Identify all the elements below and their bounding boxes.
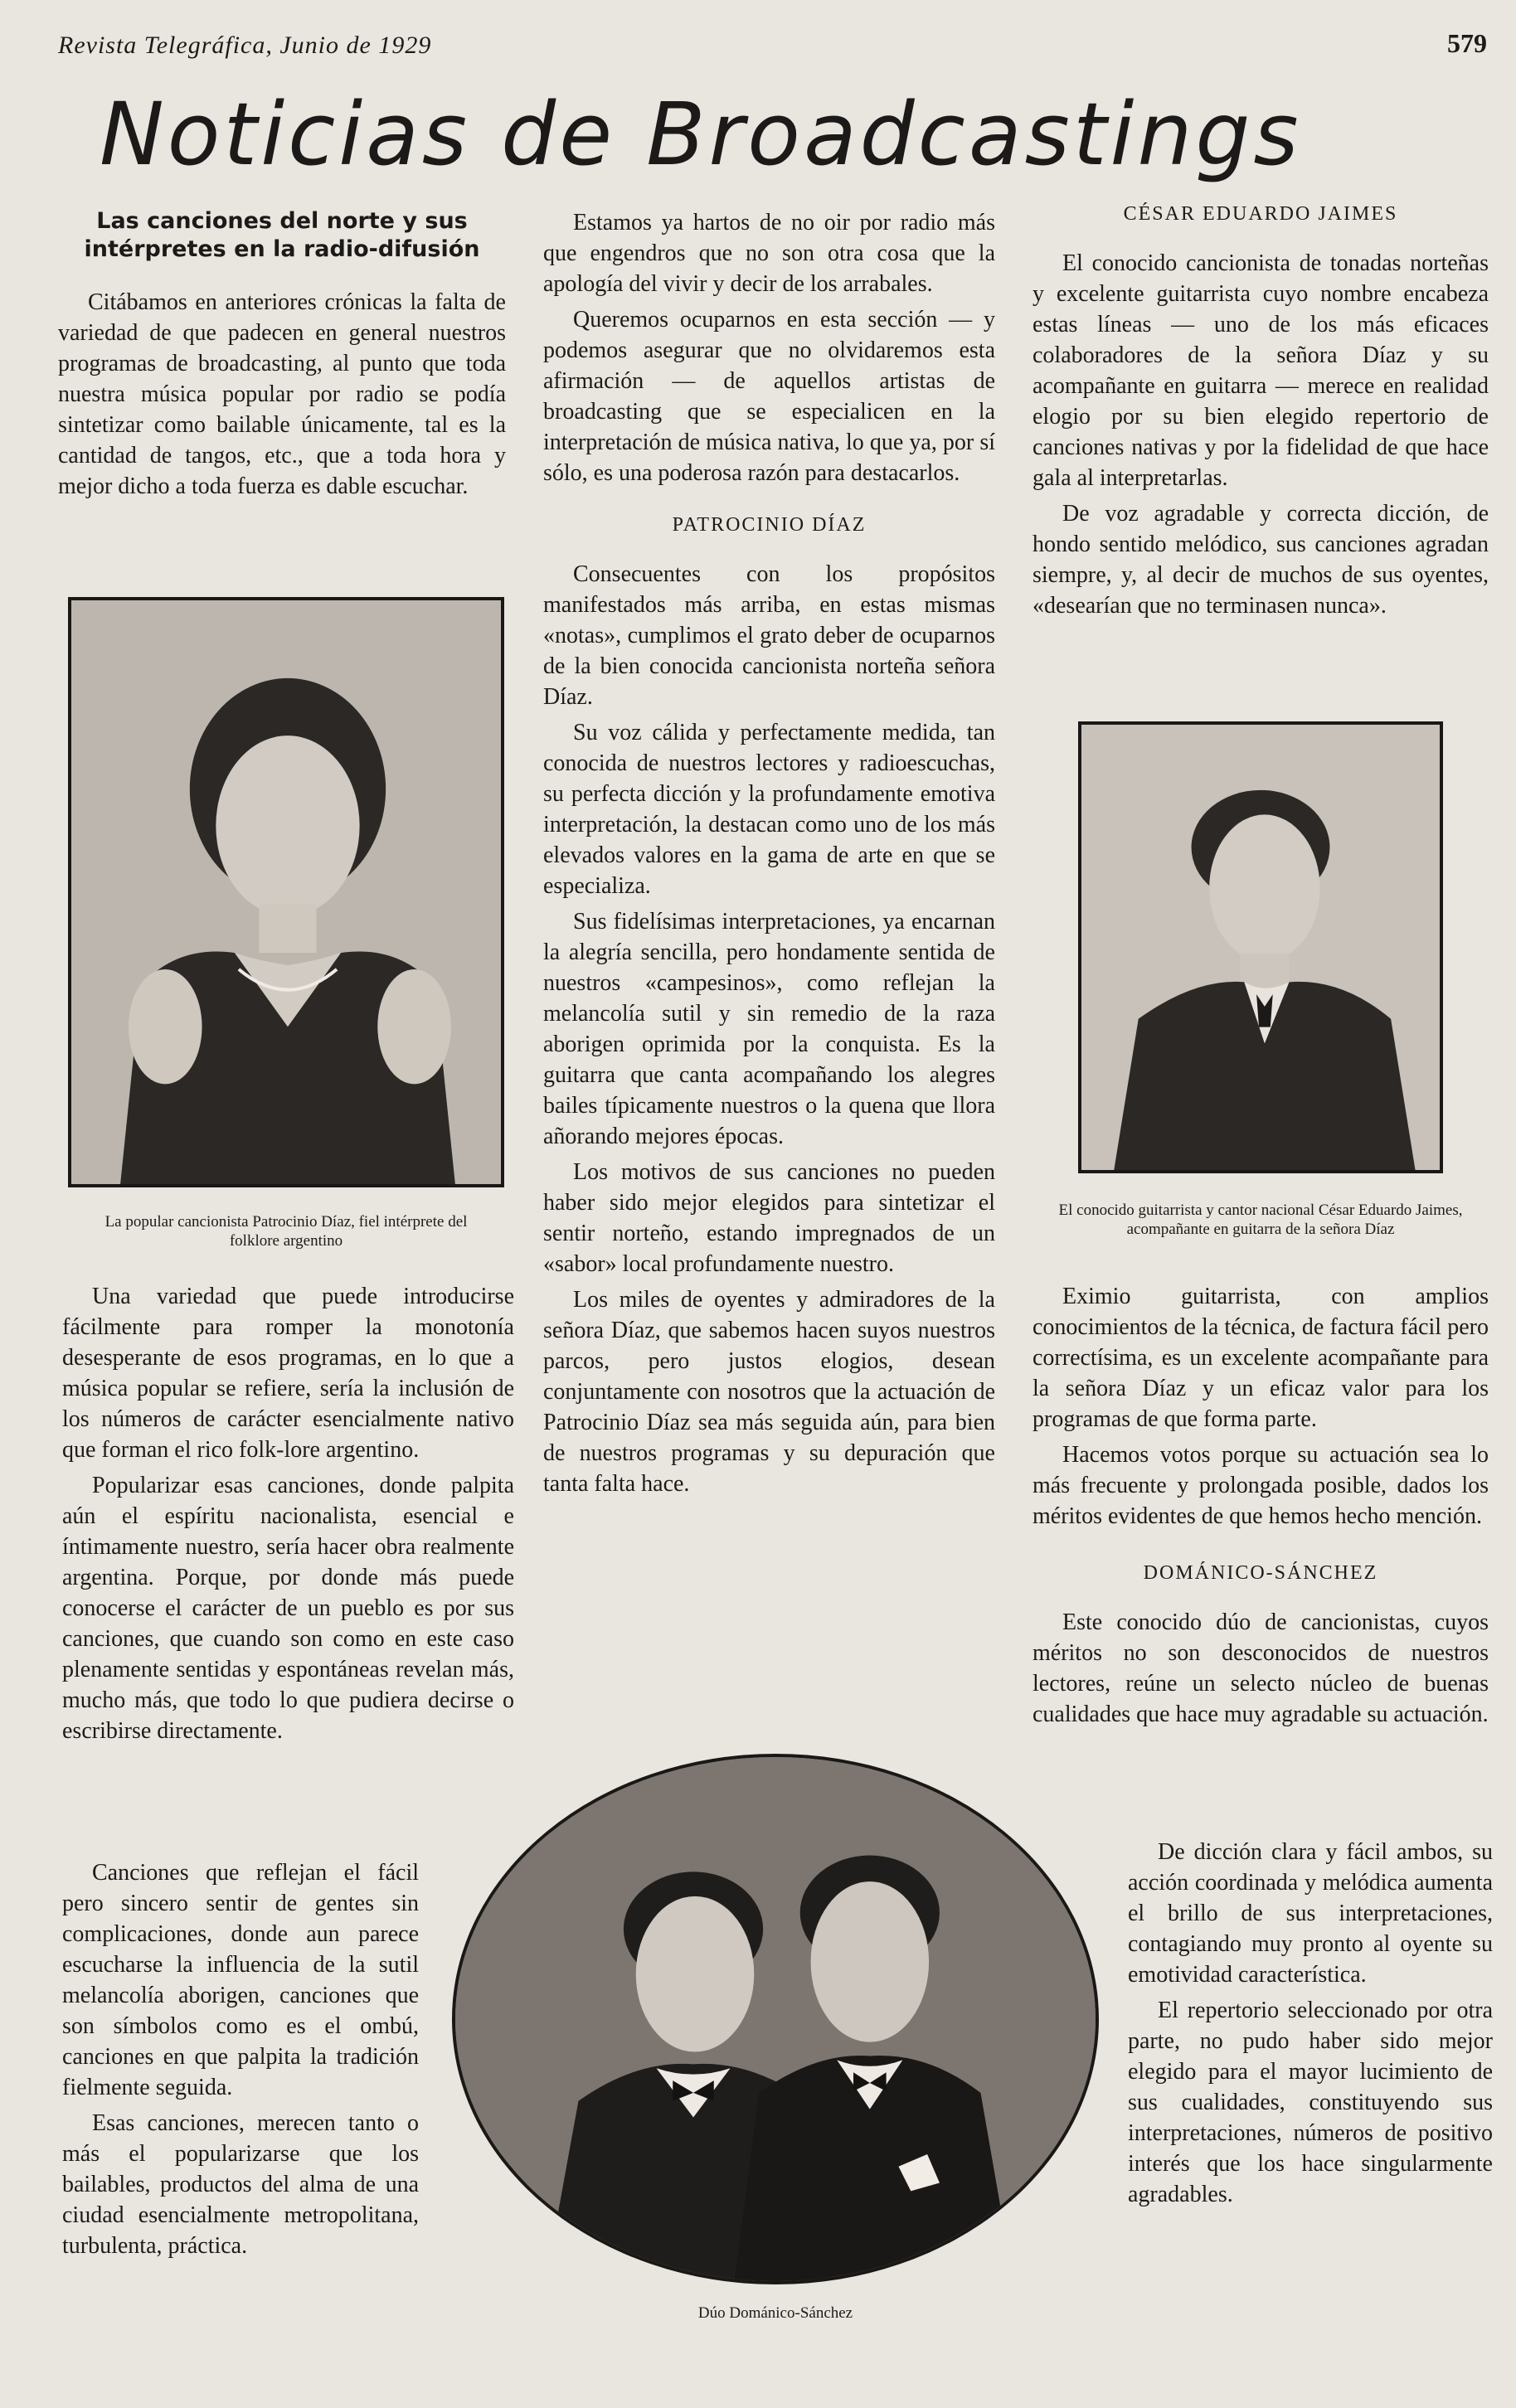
section-heading-cesar: CÉSAR EDUARDO JAIMES [1123,203,1398,225]
paragraph: Los miles de oyentes y admiradores de la señora Díaz, que sabemos hacen suyos nuestros parcos, pero justos elogios, desean conjuntamente con nosotros que la actuación de Patrocinio Díaz sea más seguida aún, para bien de nuestros programas y su depuración que tanta falta hace. [543,1287,995,1497]
column-1-top [58,207,506,507]
paragraph: De dicción clara y fácil ambos, su acción coordinada y melódica aumenta el brillo de sus interpretaciones, contagiando muy pronto al oyente su emotividad característica. [1128,1839,1493,1988]
paragraph: El conocido cancionista de tonadas norteñas y excelente guitarrista cuyo nombre encabeza estas líneas — uno de los más eficaces colaboradores de la señora Díaz y su acompañante en guitarra — merece en realidad elogio por su bien elegido repertorio de canciones nativas y por la fidelidad de que hace gala al interpretarlas. [1033,250,1489,491]
section-heading-domanico: DOMÁNICO-SÁNCHEZ [1143,1562,1378,1584]
paragraph: De voz agradable y correcta dicción, de hondo sentido melódico, sus canciones agradan siempre, y, al decir de muchos de sus oyentes, «desearían que no terminasen nunca». [1033,501,1489,619]
paragraph: Consecuentes con los propósitos manifestados más arriba, en estas mismas «notas», cumplimos el grato deber de ocuparnos de la bien conocida cancionista norteña señora Díaz. [543,561,995,710]
paragraph: Citábamos en anteriores crónicas la falta de variedad de que padecen en general nuestros programas de broadcasting, al punto que toda nuestra música popular por radio se podía sintetizar como bailable únicamente, tal es la cantidad de tangos, etc., que a toda hora y mejor dicho a toda fuerza es dable escuchar. [58,289,506,499]
article-headline: Las canciones del norte y sus intérpretes en la radio-difusión [84,208,480,262]
duo-portrait-image [455,1757,1096,2281]
paragraph: Eximio guitarrista, con amplios conocimientos de la técnica, de factura fácil pero correctísima, es un excelente acompañante para la señora Díaz y un eficaz valor para los programas de que forma parte. [1033,1284,1489,1432]
paragraph: Queremos ocuparnos en esta sección — y podemos asegurar que no olvidaremos esta afirmación — de aquellos artistas de broadcasting que se especialicen en la interpretación de música nativa, lo que ya, por sí sólo, es una poderosa razón para destacarlos. [543,307,995,486]
paragraph: Esas canciones, merecen tanto o más el popularizarse que los bailables, productos del alma de una ciudad esencialmente metropolitana, turbulenta, práctica. [62,2110,419,2259]
paragraph: Popularizar esas canciones, donde palpita aún el espíritu nacionalista, esencial e íntimamente nuestro, sería hacer obra realmente argentina. Porque, por donde más puede conocerse el carácter de un pueblo es por sus canciones, que cuando son como en este caso plenamente sentidas y espontáneas revelan más, mucho más, que todo lo que pudiera decirse o escribirse directamente. [62,1473,514,1744]
paragraph: Su voz cálida y perfectamente medida, tan conocida de nuestros lectores y radioescuchas, su perfecta dicción y la profundamente emotiva interpretación, la destacan como uno de los más elevados valores en la gama de arte en que se especializa. [543,720,995,899]
paragraph: Estamos ya hartos de no oir por radio más que engendros que no son otra cosa que la apología del vivir y decir de los arrabales. [543,210,995,297]
paragraph: El repertorio seleccionado por otra parte, no pudo haber sido mejor elegido para el mayor lucimiento de sus cualidades, constituyendo sus interpretaciones, números de positivo interés que los hace singularmente agradables. [1128,1998,1493,2207]
paragraph: Los motivos de sus canciones no pueden haber sido mejor elegidos para sintetizar el sentir norteño, estando impregnados de un «sabor» local profundamente nuestro. [543,1159,995,1277]
paragraph: Una variedad que puede introducirse fácilmente para romper la monotonía desesperante de esos programas, en lo que a música popular se refiere, sería la inclusión de los números de carácter esencialmente nativo que forman el rico folk-lore argentino. [62,1284,514,1463]
section-heading-patrocinio: PATROCINIO DÍAZ [672,514,867,536]
page-number: 579 [1447,28,1487,58]
photo-duo-domanico-sanchez [452,1754,1099,2284]
column-3-bottom [1128,1837,1493,2215]
paragraph: Sus fidelísimas interpretaciones, ya encarnan la alegría sencilla, pero hondamente sentida de nuestros «campesinos», como reflejan la melancolía sutil y sin remedio de la raza aborigen oprimida por la conquista. Es la guitarra que canta acompañando los alegres bailes típicamente nuestros o la quena que llora añorando mejores épocas. [543,909,995,1149]
col1-paragraphs [58,287,506,502]
photo-caption-patrocinio: La popular cancionista Patrocinio Díaz, fiel intérprete del folklore argentino [104,1213,468,1250]
paragraph: Canciones que reflejan el fácil pero sincero sentir de gentes sin complicaciones, donde aun parece escucharse la influencia de la sutil melancolía aborigen, canciones que son símbolos como es el ombú, canciones en que palpita la tradición fielmente seguida. [62,1860,419,2100]
page-title: Noticias de Broadcastings [100,84,1302,185]
photo-cesar-jaimes [1078,721,1443,1173]
photo-patrocinio-diaz [68,597,504,1187]
photo-caption-duo: Dúo Dománico-Sánchez [697,2304,853,2322]
photo-caption-cesar: El conocido guitarrista y cantor nacional César Eduardo Jaimes, acompañante en guitarra de la señora Díaz [1058,1202,1463,1238]
column-2 [543,207,995,1504]
portrait-man-image [1081,725,1440,1170]
column-3-top [1033,199,1489,626]
paragraph: Este conocido dúo de cancionistas, cuyos méritos no son desconocidos de nuestros lectores, reúne un selecto núcleo de buenas cualidades que hace muy agradable su actuación. [1033,1609,1489,1727]
column-1-bottom [62,1281,514,1751]
running-head: Revista Telegráfica, Junio de 1929 [58,32,432,59]
paragraph: Hacemos votos porque su actuación sea lo más frecuente y prolongada posible, dados los méritos evidentes de que hemos hecho mención. [1033,1442,1489,1529]
portrait-woman-image [71,600,501,1184]
column-1-bottom-narrow [62,1857,419,2266]
column-3-middle [1033,1281,1489,1735]
